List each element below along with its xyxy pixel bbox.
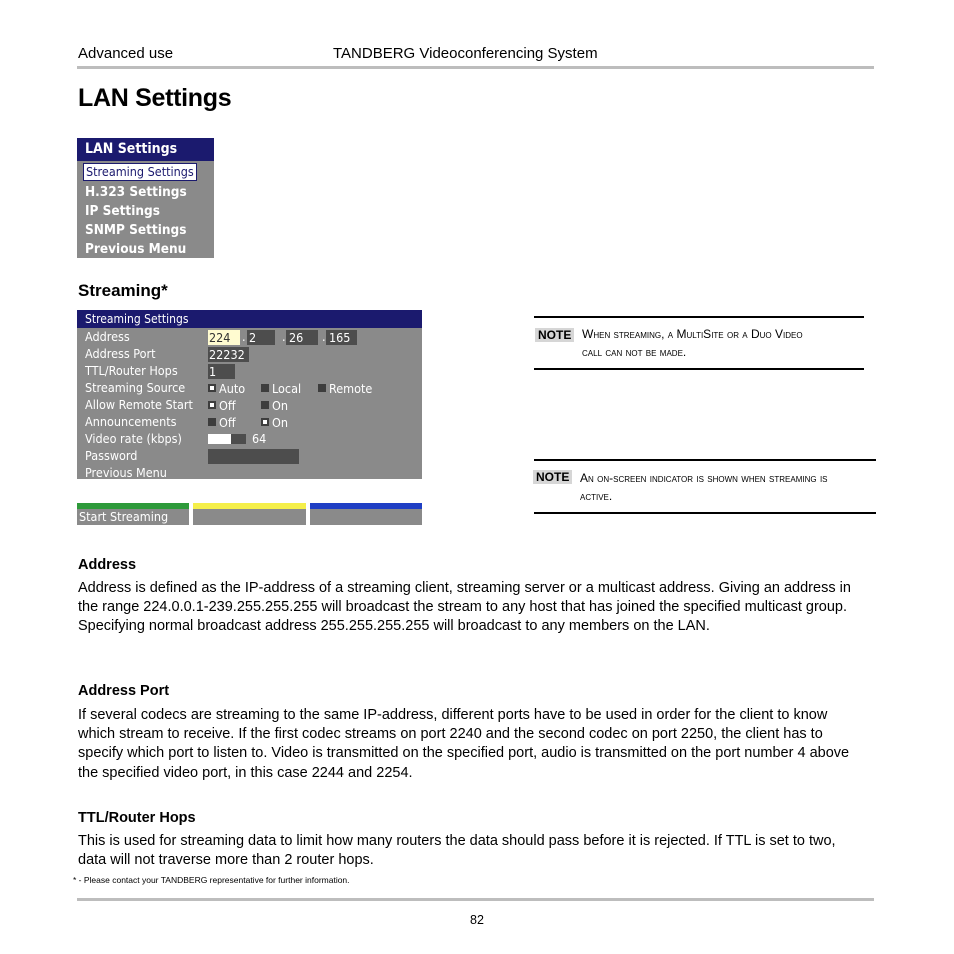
- yellow-key-button[interactable]: [193, 503, 306, 525]
- note-2-line-2: active.: [580, 489, 613, 503]
- address-port-value: 22232: [209, 347, 245, 362]
- label-announcements: Announcements: [85, 414, 177, 429]
- label-video-rate: Video rate (kbps): [85, 431, 182, 446]
- section-heading-address-port: Address Port: [78, 683, 170, 699]
- address-sep-3: .: [322, 329, 326, 344]
- section-body-address: Address is defined as the IP-address of a streaming client, streaming server or a multicast address. Giving an address in the range 224.0.0.1-239.255.255.255 will broadcast the stream to any host that has joined the specified multicast group. Specifying normal broadcast address 255.255.255.255 will broadcast to any members on the LAN.: [78, 580, 851, 635]
- label-allow-remote-start: Allow Remote Start: [85, 397, 193, 412]
- label-address: Address: [85, 329, 130, 344]
- remote-start-off-label: Off: [219, 398, 236, 413]
- section-heading-ttl-router-hops: TTL/Router Hops: [78, 810, 196, 826]
- header-title: TANDBERG Videoconferencing System: [333, 45, 598, 62]
- source-local-label: Local: [272, 381, 302, 396]
- lan-settings-menu-title: LAN Settings: [77, 138, 214, 161]
- label-address-port: Address Port: [85, 346, 156, 361]
- announcements-off-radio[interactable]: [208, 418, 216, 426]
- blue-key-button[interactable]: [310, 503, 422, 525]
- label-password: Password: [85, 448, 138, 463]
- menu-item-streaming-settings[interactable]: Streaming Settings: [83, 163, 197, 181]
- address-octet-3-field[interactable]: [286, 330, 318, 345]
- announcements-on-radio[interactable]: [261, 418, 269, 426]
- note-1-top-rule: [534, 316, 864, 318]
- footnote: * - Please contact your TANDBERG representative for further information.: [73, 875, 350, 885]
- note-2-top-rule: [534, 459, 876, 461]
- menu-item-previous-menu-2[interactable]: Previous Menu: [85, 465, 167, 480]
- page-number: 82: [470, 913, 484, 927]
- source-auto-label: Auto: [219, 381, 246, 396]
- start-streaming-button[interactable]: [77, 503, 189, 525]
- note-2-text: [580, 469, 876, 505]
- address-octet-1: 224: [209, 330, 231, 345]
- header-divider: [77, 66, 874, 69]
- video-rate-value: 64: [252, 431, 267, 446]
- blue-key-face: [310, 509, 422, 525]
- header-left: Advanced use: [78, 45, 174, 62]
- note-1-text: [582, 325, 872, 361]
- password-field[interactable]: [208, 449, 299, 464]
- label-streaming-source: Streaming Source: [85, 380, 186, 395]
- address-octet-1-field[interactable]: [208, 330, 240, 345]
- streaming-settings-menu-title: Streaming Settings: [77, 310, 422, 328]
- remote-start-off-radio[interactable]: [208, 401, 216, 409]
- menu-item-ip-settings[interactable]: IP Settings: [85, 203, 160, 219]
- address-sep-1: .: [242, 329, 246, 344]
- label-ttl-router-hops: TTL/Router Hops: [85, 363, 178, 378]
- remote-start-on-label: On: [272, 398, 288, 413]
- menu-item-previous-menu[interactable]: Previous Menu: [85, 241, 187, 257]
- lan-settings-menu-body: [77, 161, 214, 258]
- source-remote-radio[interactable]: [318, 384, 326, 392]
- source-auto-radio[interactable]: [208, 384, 216, 392]
- note-1-line-2: call can not be made.: [582, 345, 687, 359]
- start-streaming-label: Start Streaming: [77, 509, 189, 525]
- menu-item-h323-settings[interactable]: H.323 Settings: [85, 184, 187, 200]
- section-heading-address: Address: [78, 557, 137, 573]
- menu-item-snmp-settings[interactable]: SNMP Settings: [85, 222, 187, 238]
- note-2-bottom-rule: [534, 512, 876, 514]
- address-octet-2: 2: [249, 330, 257, 345]
- lan-settings-menu: [77, 138, 214, 258]
- page-title: LAN Settings: [78, 84, 232, 112]
- footer-divider: [77, 898, 874, 901]
- address-octet-4-field[interactable]: [326, 330, 357, 345]
- yellow-key-face: [193, 509, 306, 525]
- address-octet-2-field[interactable]: [247, 330, 275, 345]
- address-octet-4: 165: [329, 330, 351, 345]
- announcements-off-label: Off: [219, 415, 236, 430]
- note-2-tag: NOTE: [533, 470, 572, 484]
- note-2-line-1: An on-screen indicator is shown when streaming is: [580, 471, 828, 485]
- video-rate-slider-fill: [208, 434, 231, 444]
- address-sep-2: .: [282, 329, 286, 344]
- announcements-on-label: On: [272, 415, 288, 430]
- section-body-address-port: If several codecs are streaming to the same IP-address, different ports have to be used in order for the client to know which stream to receive. If the first codec streams on port 2240 and the second codec on port 2250, the client has to specify which port to listen to. Video is transmitted on the specified port, audio is transmitted on the port number 4 above the specified video port, in this case 2244 and 2254.: [78, 707, 850, 781]
- streaming-settings-menu: [77, 310, 422, 479]
- section-title-streaming: Streaming*: [78, 281, 168, 300]
- address-port-field[interactable]: [208, 347, 249, 362]
- source-local-radio[interactable]: [261, 384, 269, 392]
- source-remote-label: Remote: [329, 381, 373, 396]
- streaming-settings-menu-body: [77, 328, 422, 479]
- ttl-field[interactable]: [208, 364, 235, 379]
- remote-start-on-radio[interactable]: [261, 401, 269, 409]
- note-1-bottom-rule: [534, 368, 864, 370]
- note-1-tag: NOTE: [535, 328, 574, 342]
- section-body-ttl-router-hops: This is used for streaming data to limit how many routers the data should pass before it is rejected. If TTL is set to two, data will not traverse more than 2 router hops.: [78, 833, 836, 869]
- note-1-line-1: When streaming, a MultiSite or a Duo Video: [582, 327, 803, 341]
- ttl-value: 1: [209, 364, 217, 379]
- address-octet-3: 26: [289, 330, 304, 345]
